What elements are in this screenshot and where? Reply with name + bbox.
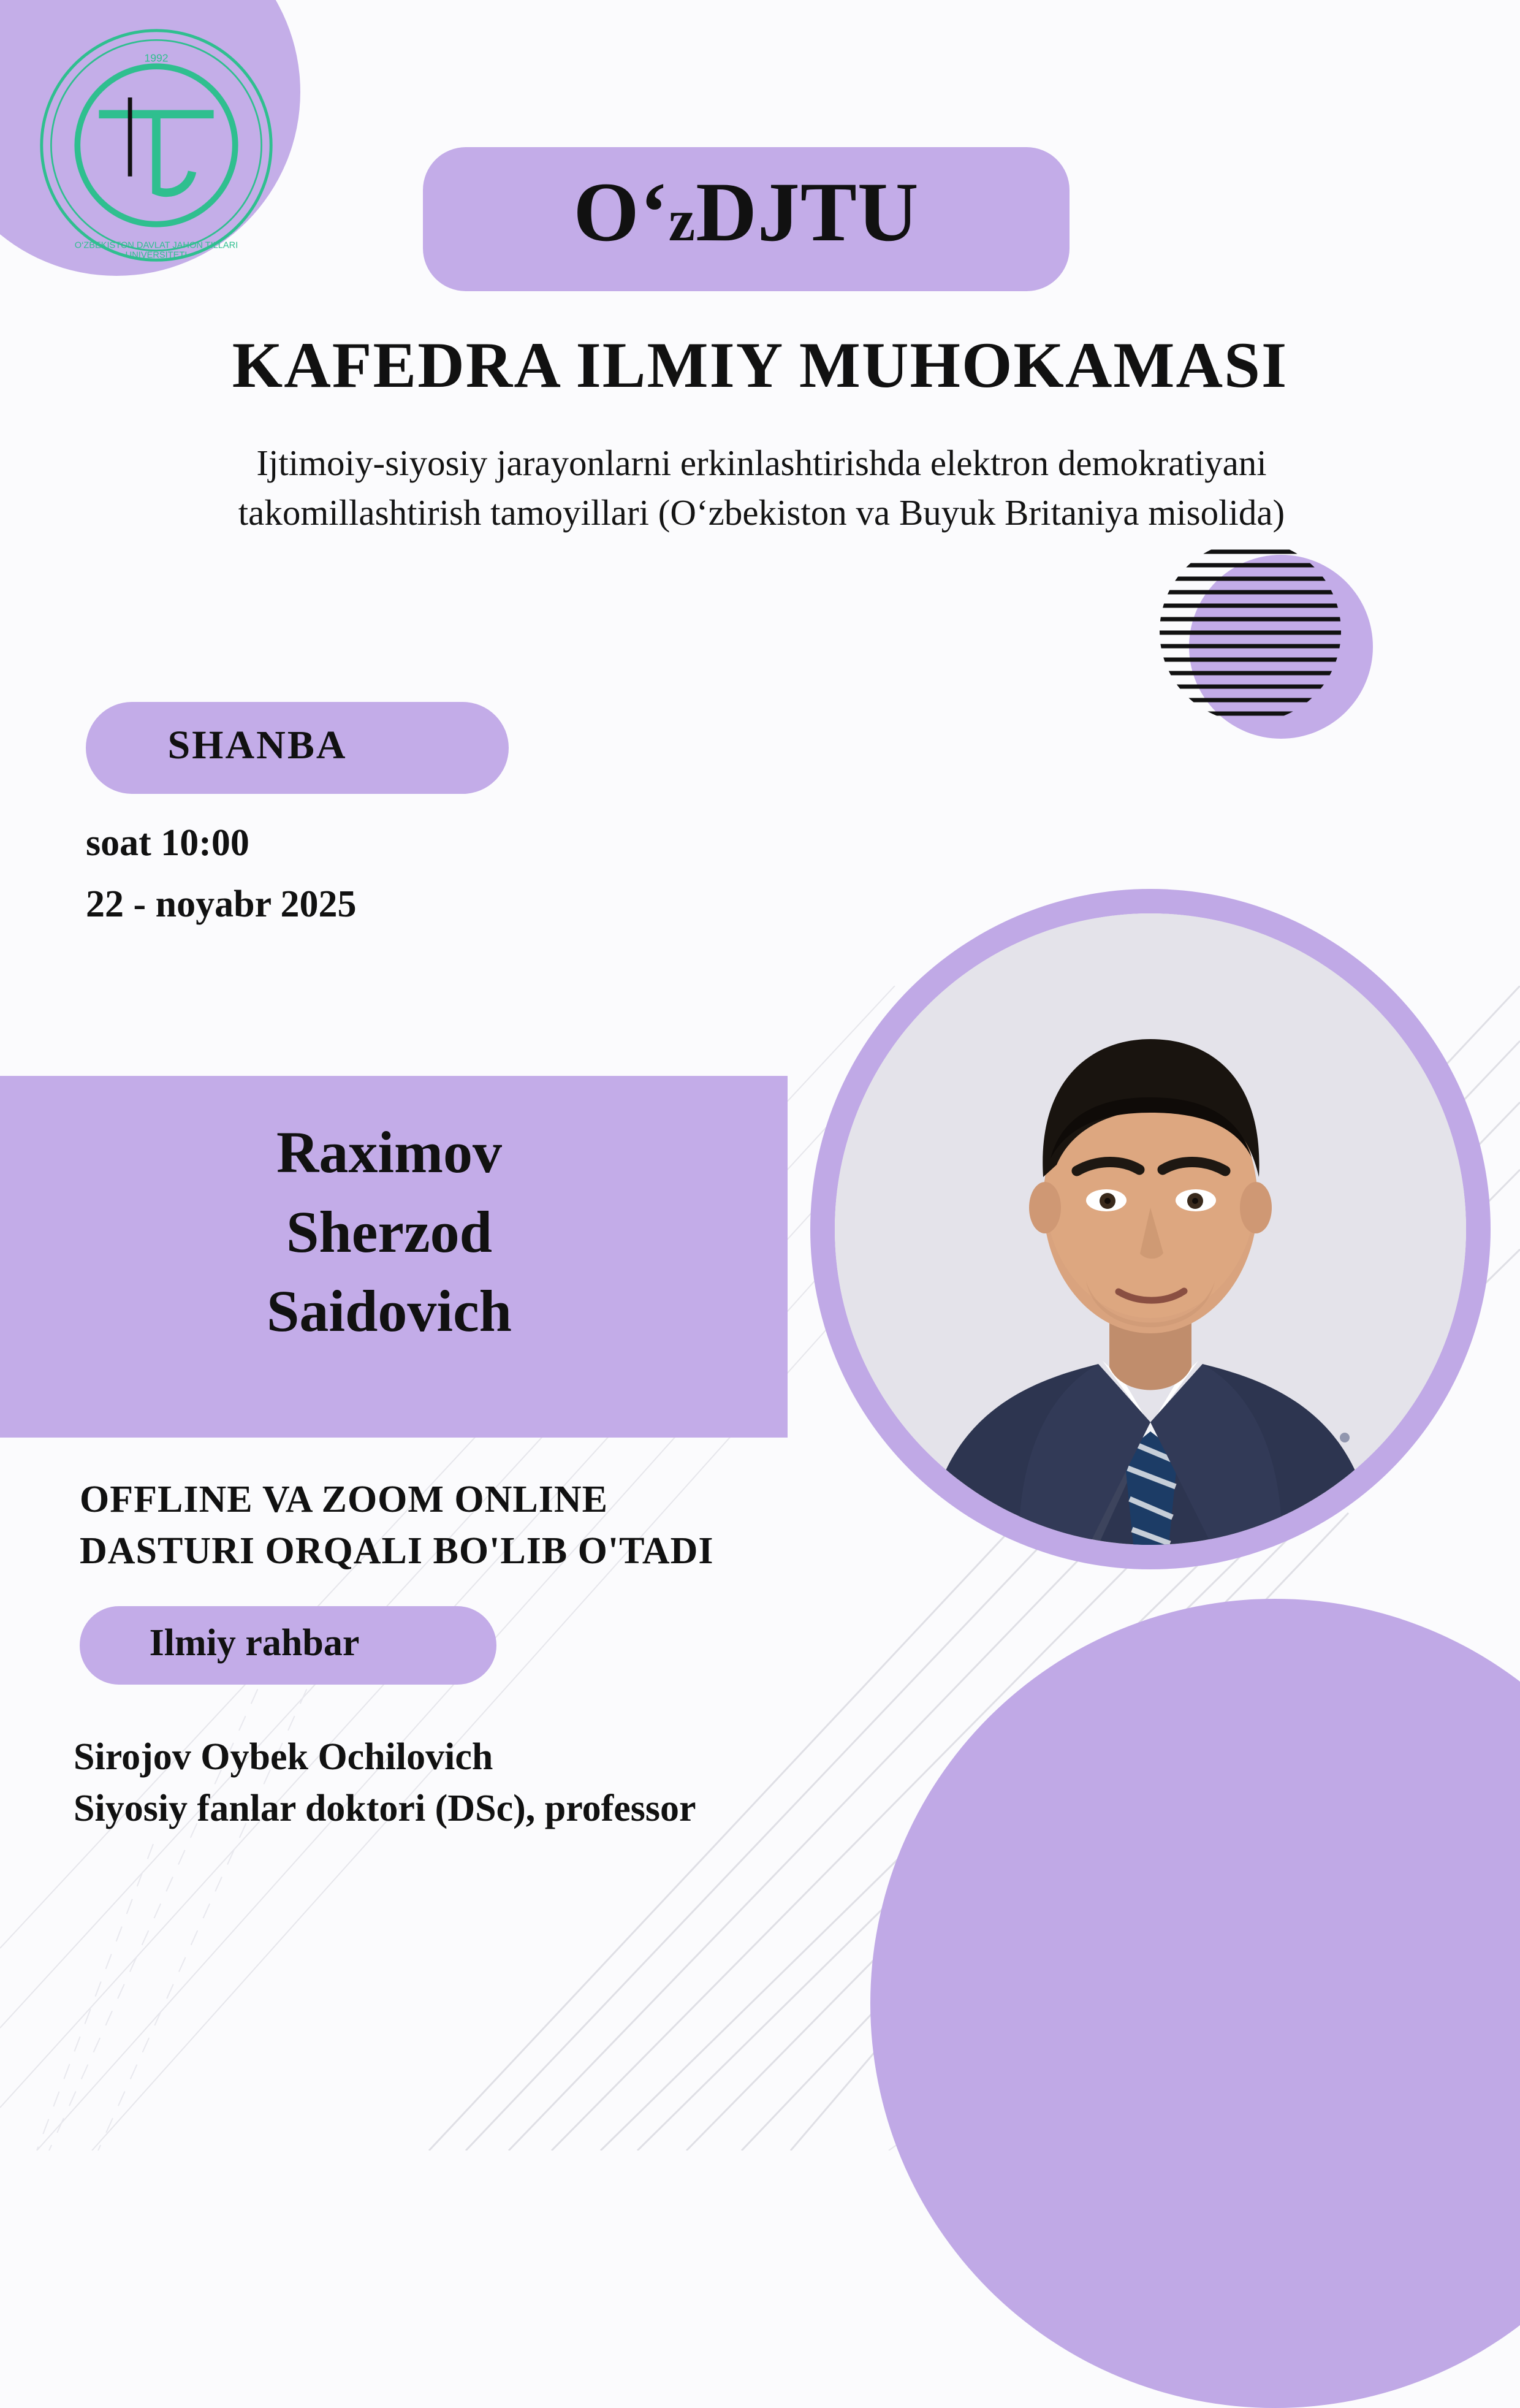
university-logo (37, 26, 276, 265)
time-label: soat 10:00 (86, 822, 249, 864)
speaker-name-line-2: Sherzod (286, 1198, 492, 1265)
advisor-degree: Siyosiy fanlar doktori (DSc), professor (74, 1787, 696, 1829)
portrait-illustration (835, 913, 1466, 1545)
advisor-full-name: Sirojov Oybek Ochilovich (74, 1736, 493, 1778)
theme-line-1: Ijtimoiy-siyosiy jarayonlarni erkinlashtirishda elektron demokratiyani (256, 443, 1267, 483)
date-label: 22 - noyabr 2025 (86, 883, 357, 925)
event-mode (80, 1474, 714, 1577)
logo-year-text: 1992 (144, 51, 169, 64)
advisor-details (74, 1732, 696, 1834)
advisor-label: Ilmiy rahbar (149, 1622, 360, 1664)
poster-theme (132, 438, 1391, 538)
speaker-name (74, 1113, 705, 1351)
event-mode-line-1: OFFLINE VA ZOOM ONLINE (80, 1479, 609, 1520)
hatched-circle-decoration (1158, 539, 1342, 723)
university-title: O‘zDJTU (573, 165, 919, 259)
day-label: SHANBA (167, 723, 348, 768)
logo-ring-text: O‘ZBEKISTON DAVLAT JAHON TILLARI (74, 240, 238, 251)
speaker-portrait (835, 913, 1466, 1545)
logo-ring-text-2: UNIVERSITETI (125, 250, 188, 261)
event-mode-line-2: DASTURI ORQALI BO'LIB O'TADI (80, 1530, 714, 1572)
speaker-name-line-1: Raximov (276, 1119, 502, 1185)
poster-subtitle: KAFEDRA ILMIY MUHOKAMASI (232, 329, 1288, 401)
theme-line-2: takomillashtirish tamoyillari (O‘zbekiston va Buyuk Britaniya misolida) (238, 492, 1285, 533)
speaker-name-line-3: Saidovich (266, 1278, 512, 1344)
